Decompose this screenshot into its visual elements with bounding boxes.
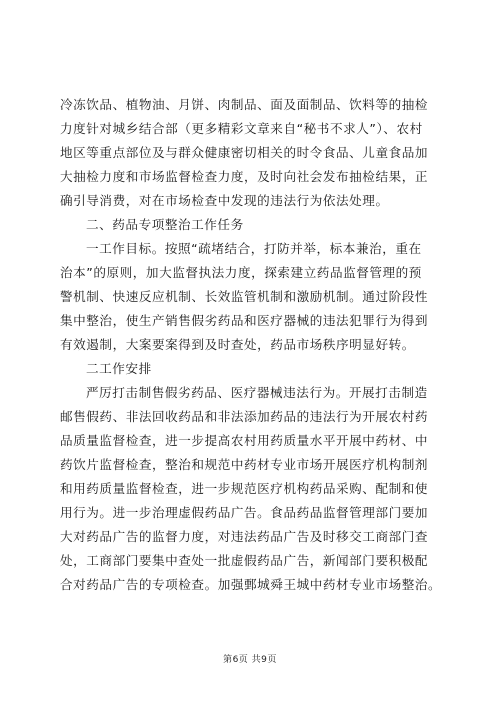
section-heading: 二、药品专项整治工作任务 <box>86 217 244 232</box>
text-line: 严厉打击制售假劣药品、医疗器械违法行为。开展打击制造 <box>86 385 428 400</box>
text-line: 大对药品广告的监督力度，对违法药品广告及时移交工商部门查 <box>60 529 429 544</box>
subsection-heading: 二工作安排 <box>86 361 152 376</box>
text-line: 确引导消费，对在市场检查中发现的违法行为依法处理。 <box>60 193 389 208</box>
text-line: 大抽检力度和市场监督检查力度，及时向社会发布抽检结果，正 <box>60 169 429 184</box>
text-line: 力度针对城乡结合部（更多精彩文章来自“秘书不求人”）、农村 <box>60 121 423 136</box>
text-line: 地区等重点部位及与群众健康密切相关的时令食品、儿童食品加 <box>60 145 429 160</box>
text-line: 处，工商部门要集中查处一批虚假药品广告，新闻部门要积极配 <box>60 553 429 568</box>
text-line: 有效遏制，大案要案得到及时查处，药品市场秩序明显好转。 <box>60 337 415 352</box>
text-line: 一工作目标。按照“疏堵结合，打防并举，标本兼治，重在 <box>86 241 422 256</box>
text-line: 集中整治，使生产销售假劣药品和医疗器械的违法犯罪行为得到 <box>60 313 429 328</box>
text-line: 药饮片监督检查，整治和规范中药材专业市场开展医疗机构制剂 <box>60 457 429 472</box>
text-line: 治本”的原则，加大监督执法力度，探索建立药品监督管理的预 <box>60 265 422 280</box>
text-line: 和用药质量监督检查，进一步规范医疗机构药品采购、配制和使 <box>60 481 429 496</box>
page-number-footer: 第6页 共9页 <box>223 655 277 665</box>
text-line: 邮售假药、非法回收药品和非法添加药品的违法行为开展农村药 <box>60 409 429 424</box>
text-line: 合对药品广告的专项检查。加强鄄城舜王城中药材专业市场整治。 <box>60 577 442 592</box>
text-line: 用行为。进一步治理虚假药品广告。食品药品监督管理部门要加 <box>60 505 429 520</box>
text-line: 品质量监督检查，进一步提高农村用药质量水平开展中药材、中 <box>60 433 429 448</box>
text-line: 警机制、快速反应机制、长效监管机制和激励机制。通过阶段性 <box>60 289 429 304</box>
text-line: 冷冻饮品、植物油、月饼、肉制品、面及面制品、饮料等的抽检 <box>60 97 429 112</box>
